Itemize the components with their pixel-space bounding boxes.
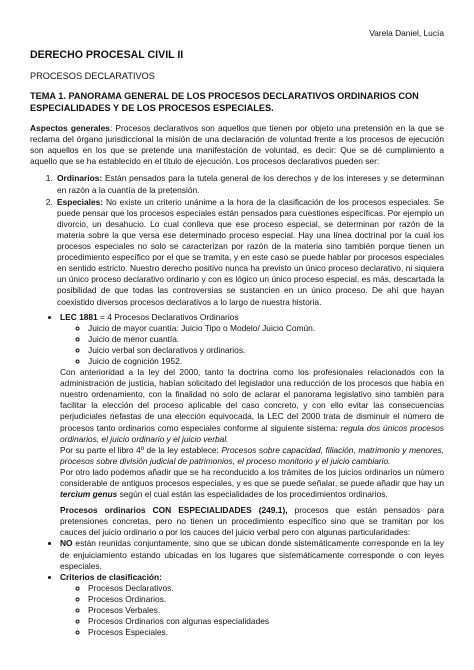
lec-sublist	[60, 323, 444, 367]
intro-text: : Procesos declarativos son aquellos que tienen por objeto una pretensión en la que se reclama del órgano jurisdiccional la misión de una declaración de voluntad frente a los procesos de ejecución son aquellos en los que se pretende una manifestación de voluntad, es decir: Que se dé cumplimiento a aquello que se ha establecido en el título de ejecución. Los procesos declarativos pueden ser:	[30, 123, 444, 167]
type-label: Especiales:	[57, 196, 104, 207]
especialidades-paragraph	[60, 505, 444, 538]
paragraph-italic: Procesos sobre capacidad, filiación, matrimonio y menores, procesos sobre división judicial de patrimonios, el proceso monitorio y el juicio cambiario.	[60, 444, 444, 466]
type-text: No existe un criterio unánime a la hora de la clasificación de los procesos especiales. Se puede pensar que los procesos especiales están pensados para cuestiones específicas. Por ejemplo un divorcio, un desahucio. Lo cual conlleva que ese proceso especial, se determinan por razón de la materia sobre la que versa ese determinado proceso especial. Hay una línea doctrinal por la cual los procesos especiales no solo se caracterizan por razón de la materia sino también porque tienen un procedimiento específico por el que se tramita, y en este caso se puede hablar por procesos especiales en sentido estricto. Nuestro derecho positivo nunca ha previsto un único proceso declarativo, ni siquiera un único proceso declarativo ordinario y con es lógico un único proceso especial, es más, descartada la posibilidad de que todas las controversias se sustancien en un único proceso. De ahí que hayan coexistido diversos procesos declarativos a lo largo de nuestra historia.	[57, 196, 444, 307]
paragraph-bold-italic: tercium genus	[60, 489, 118, 500]
paragraph-text: Con anterioridad a la ley del 2000, tanto la doctrina como los profesionales relacionados con la administración de justicia, habían solicitado del legislador una reducción de los procesos que había en nuestro ordenamiento, con la finalidad no solo de aclarar el panorama legislativo sino también para facilitar la elección del proceso aplicable del caso concreto, y con ello evitar las consecuencias perjudiciales nefastas de una elección equivocada, la LEC del 2000 trata de disminuir el número de procesos tanto ordinarios como especiales conforme al siguiente sistema:	[60, 367, 444, 433]
no-label: NO	[60, 538, 73, 549]
lec-paragraph-2	[60, 445, 444, 467]
criterios-list	[30, 538, 444, 638]
list-item	[60, 572, 444, 639]
document-title: DERECHO PROCESAL CIVIL II	[30, 49, 184, 62]
list-item: ◦ Procesos Ordinarios.	[88, 594, 444, 605]
lec-paragraph-1	[60, 367, 444, 445]
intro-paragraph	[30, 123, 444, 167]
list-item: ◦ Procesos Ordinarios con algunas especialidades	[88, 616, 444, 627]
list-item: ◦ Juicio de mayor cuantía: Juicio Tipo o Modelo/ Juicio Común.	[88, 323, 444, 334]
no-text: están reunidas conjuntamente, sino que se ubican donde sistemáticamente corresponde en la ley de enjuiciamiento estando ubicadas en los lugares que sistemáticamente corresponde o con leyes especiales.	[60, 538, 444, 571]
criterios-sublist	[60, 583, 444, 638]
lec-list	[30, 312, 444, 367]
paragraph-text: Por otro lado podemos añadir que se ha reconducido a los trámites de los juicios ordinarios un número considerable de antiguos procesos especiales, y es que se puede señalar, se puede añadir que hay un	[60, 466, 444, 488]
lec-paragraph-3	[60, 467, 444, 500]
lec-body	[60, 367, 444, 538]
paragraph-italic: regula dos únicos procesos ordinarios, el juicio ordinario y el juicio verbal.	[60, 422, 444, 444]
especialidades-text: procesos que están pensados para pretensiones concretas, pero no tienen un procedimiento específico sino que se tramitan por los cauces del juicio ordinario o por los cauces del juicio verbal pero con algunas particularidades:	[60, 505, 444, 538]
type-text: Están pensados para la tutela general de los derechos y de los intereses y se determinan en razón a la cuantía de la pretensión.	[57, 173, 444, 195]
list-item: ◦ Juicio verbal son declarativos y ordinarios.	[88, 345, 444, 356]
list-item	[55, 197, 444, 308]
process-types-list	[30, 173, 444, 307]
list-item: ◦ Procesos Especiales.	[88, 627, 444, 638]
tema-heading: TEMA 1. PANORAMA GENERAL DE LOS PROCESOS DECLARATIVOS ORDINARIOS CON ESPECIALIDADES Y DE LOS PROCESOS ESPECIALES.	[30, 91, 419, 114]
list-item: ◦ Juicio de cognición 1952.	[88, 356, 444, 367]
lec-label: LEC 1881	[60, 311, 98, 322]
list-item	[55, 173, 444, 195]
list-item: ◦ Juicio de menor cuantía.	[88, 334, 444, 345]
list-item: ◦ Procesos Declarativos.	[88, 583, 444, 594]
type-label: Ordinarios:	[57, 173, 103, 184]
especialidades-label: Procesos ordinarios CON ESPECIALIDADES (249.1),	[60, 505, 288, 516]
document-subtitle: PROCESOS DECLARATIVOS	[30, 71, 155, 82]
lec-text: = 4 Procesos Declarativos Ordinarios	[97, 311, 239, 322]
intro-label: Aspectos generales	[30, 123, 110, 134]
list-item	[60, 538, 444, 571]
paragraph-text: según el cual están las especialidades de los procedimientos ordinarios.	[117, 489, 388, 500]
list-item: ◦ Procesos Verbales.	[88, 605, 444, 616]
author-name: Varela Daniel, Lucía	[369, 28, 444, 38]
list-item	[60, 312, 444, 367]
paragraph-text: Por su parte el libro 4º de la ley establece:	[60, 444, 222, 455]
criterios-label: Criterios de clasificación:	[60, 571, 162, 582]
